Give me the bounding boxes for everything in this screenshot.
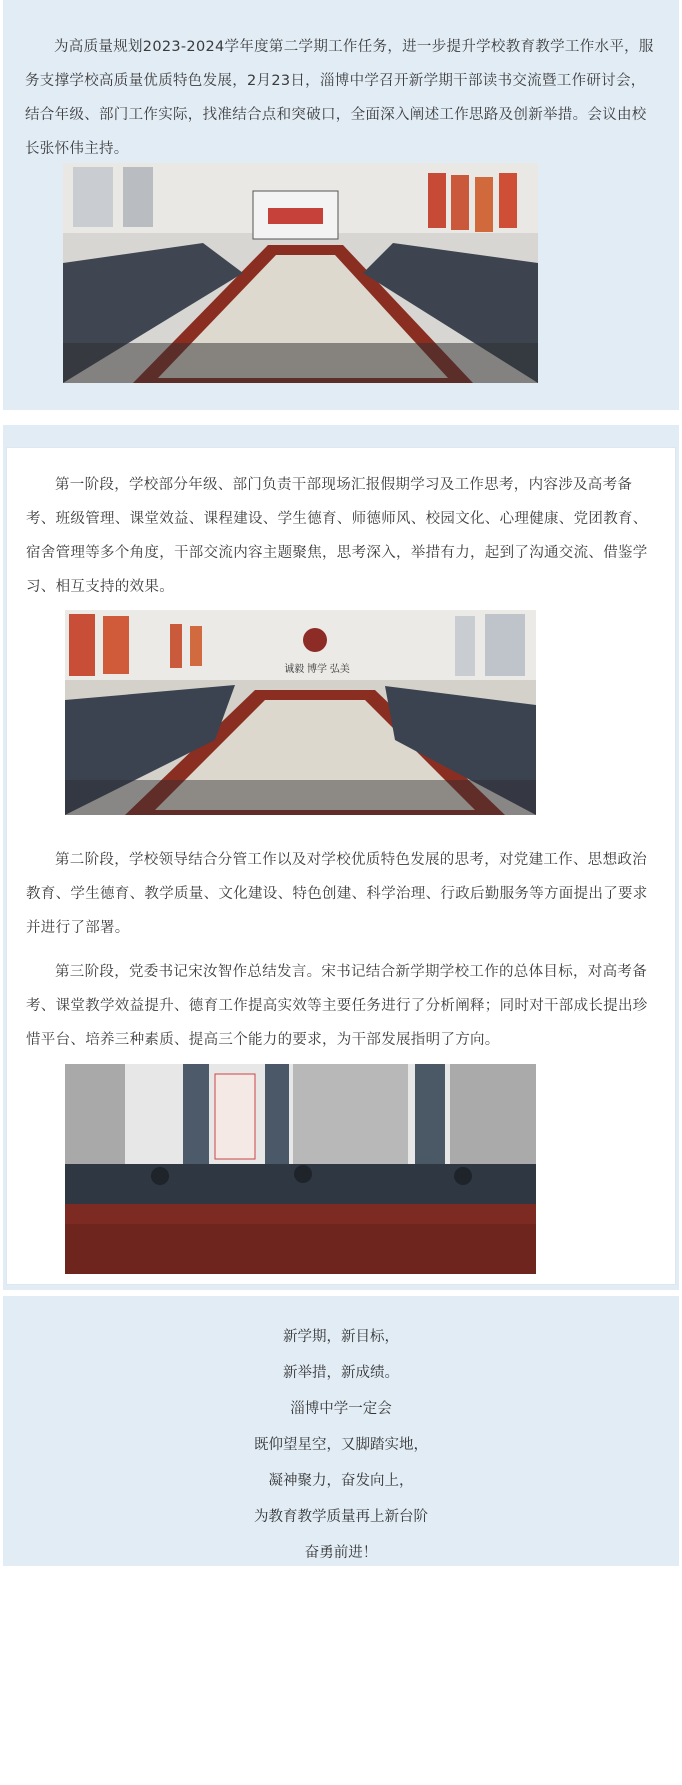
closing-line-1: 新学期，新目标，: [283, 1329, 399, 1345]
stages-section: [3, 425, 679, 1290]
closing-line-2: 新举措，新成绩。: [283, 1365, 399, 1381]
meeting-photo-1: [63, 163, 538, 383]
closing-section: [3, 1296, 679, 1566]
meeting-photo-3: [65, 1064, 536, 1274]
intro-paragraph: 为高质量规划2023-2024学年度第二学期工作任务，进一步提升学校教育教学工作水平，服务支撑学校高质量优质特色发展，2月23日，淄博中学召开新学期干部读书交流暨工作研讨会，结合年级、部门工作实际，找准结合点和突破口，全面深入阐述工作思路及创新举措。会议由校长张怀伟主持。: [25, 39, 654, 157]
stage2-paragraph: 第二阶段，学校领导结合分管工作以及对学校优质特色发展的思考，对党建工作、思想政治教育、学生德育、教学质量、文化建设、特色创建、科学治理、行政后勤服务等方面提出了要求并进行了部署。: [26, 852, 648, 936]
stages-card: [6, 447, 676, 1285]
intro-section: [3, 0, 679, 410]
stage1-paragraph: 第一阶段，学校部分年级、部门负责干部现场汇报假期学习及工作思考，内容涉及高考备考、班级管理、课堂效益、课程建设、学生德育、师德师风、校园文化、心理健康、党团教育、宿舍管理等多个角度，干部交流内容主题聚焦，思考深入，举措有力，起到了沟通交流、借鉴学习、相互支持的效果。: [26, 477, 648, 595]
closing-lines: [3, 1319, 679, 1571]
closing-line-4: 既仰望星空，又脚踏实地，: [254, 1437, 428, 1453]
meeting-photo-2: [65, 610, 536, 815]
stage3-paragraph: 第三阶段，党委书记宋汝智作总结发言。宋书记结合新学期学校工作的总体目标，对高考备考、课堂教学效益提升、德育工作提高实效等主要任务进行了分析阐释；同时对干部成长提出珍惜平台、培养三种素质、提高三个能力的要求，为干部发展指明了方向。: [26, 964, 648, 1048]
closing-line-3: 淄博中学一定会: [290, 1401, 392, 1417]
closing-line-7: 奋勇前进！: [304, 1545, 378, 1561]
closing-line-6: 为教育教学质量再上新台阶: [254, 1509, 428, 1525]
wall-motto: 诚毅 博学 弘美: [284, 664, 350, 675]
closing-line-5: 凝神聚力，奋发向上，: [268, 1473, 414, 1489]
